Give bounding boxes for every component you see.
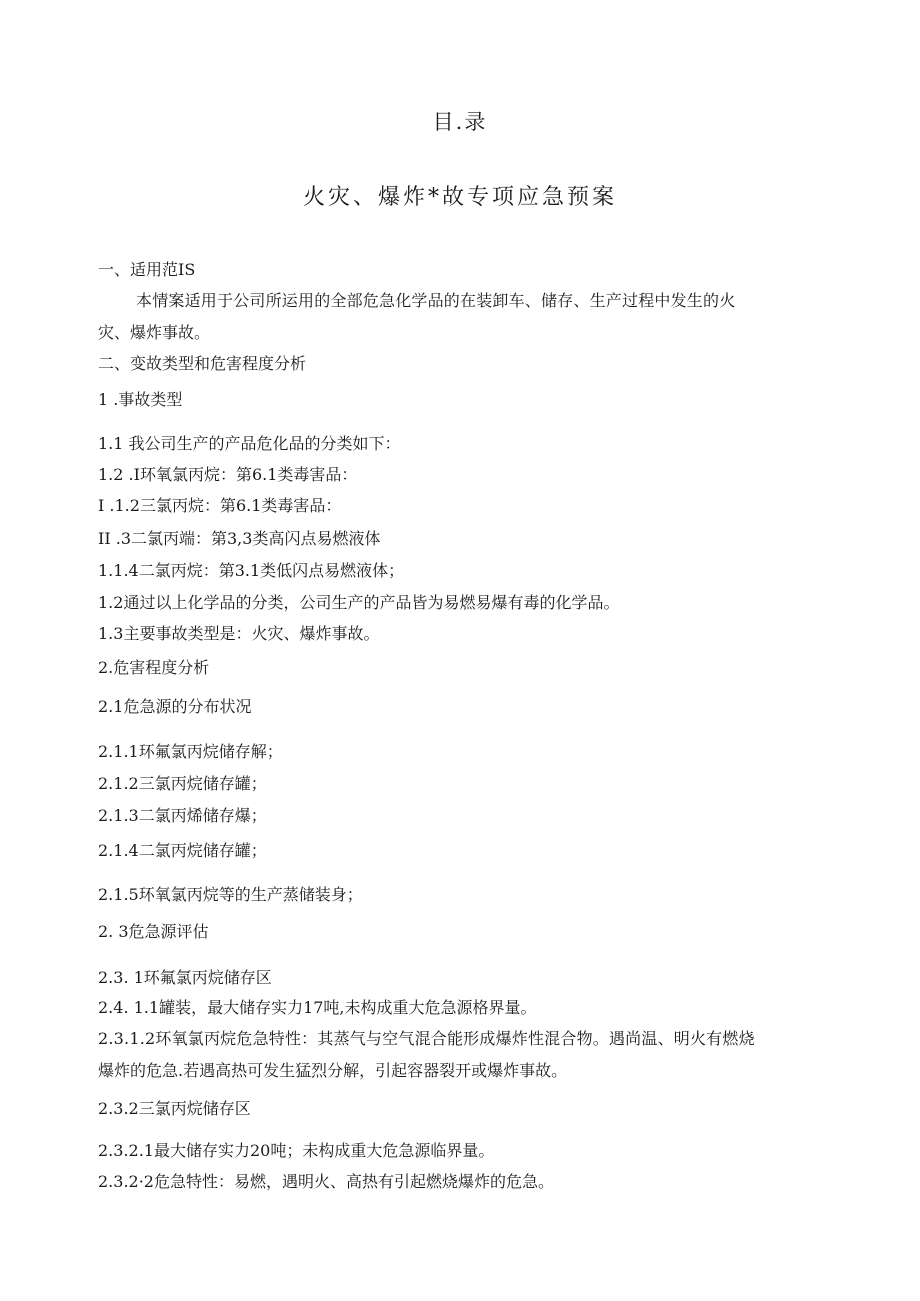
list-item: I .1.2三氯丙烷：第6.1类毒害品： xyxy=(98,496,342,515)
list-item: 2.1.2三氯丙烷储存罐； xyxy=(98,774,267,793)
list-item: 1.1.4二氯丙烷：第3.1类低闪点易燃液体； xyxy=(98,561,405,580)
paragraph-line: 爆炸的危急.若遇高热可发生猛烈分解，引起容器裂开或爆炸事故。 xyxy=(98,1061,568,1080)
list-item: 2.3. 1环氟氯丙烷储存区 xyxy=(98,968,272,987)
paragraph-line: 灾、爆炸事故。 xyxy=(98,323,211,342)
subsection-heading: 2.3.2三氯丙烷储存区 xyxy=(98,1099,251,1118)
paragraph-line: 本情案适用于公司所运用的全部危急化学品的在装卸车、储存、生产过程中发生的火 xyxy=(136,291,736,310)
plan-title: 火灾、爆炸*故专项应急预案 xyxy=(302,185,617,210)
list-item: 2.3.2·2危急特性：易燃，遇明火、高热有引起燃烧爆炸的危急。 xyxy=(98,1172,554,1191)
list-item: 2.1.1环氟氯丙烷储存解； xyxy=(98,742,283,761)
section-heading-scope: 一、适用范IS xyxy=(98,260,196,279)
list-item: 2.3.2.1最大储存实力20吨；未构成重大危急源临界量。 xyxy=(98,1141,495,1160)
list-item: 1.1 我公司生产的产品危化品的分类如下： xyxy=(98,434,401,453)
list-item: 2.1.3二氯丙烯储存爆； xyxy=(98,806,267,825)
list-item: 2.1.5环氧氯丙烷等的生产蒸储装身； xyxy=(98,885,363,904)
list-item: 1.2通过以上化学品的分类，公司生产的产品皆为易燃易爆有毒的化学品。 xyxy=(98,593,620,612)
paragraph-line: 2.3.1.2环氧氯丙烷危急特性：其蒸气与空气混合能形成爆炸性混合物。遇尚温、明火有燃烧 xyxy=(98,1029,755,1048)
subsection-heading: 1 .事故类型 xyxy=(98,390,183,409)
subsection-heading: 2. 3危急源评估 xyxy=(98,922,209,941)
list-item: 1.2 .I环氧氯丙烷：第6.1类毒害品： xyxy=(98,465,358,484)
section-heading-analysis: 二、变故类型和危害程度分析 xyxy=(98,354,307,373)
list-item: 1.3主要事故类型是：火灾、爆炸事故。 xyxy=(98,624,380,643)
list-item: II .3二氯丙端：第3,3类高闪点易燃液体 xyxy=(98,529,381,548)
list-item: 2.4. 1.1罐装，最大储存实力17吨,未构成重大危急源格界量。 xyxy=(98,998,537,1017)
subsection-heading: 2.危害程度分析 xyxy=(98,658,210,677)
toc-title: 目.录 xyxy=(432,110,488,134)
list-item: 2.1.4二氯丙烷储存罐； xyxy=(98,841,267,860)
subsection-heading: 2.1危急源的分布状况 xyxy=(98,697,252,716)
